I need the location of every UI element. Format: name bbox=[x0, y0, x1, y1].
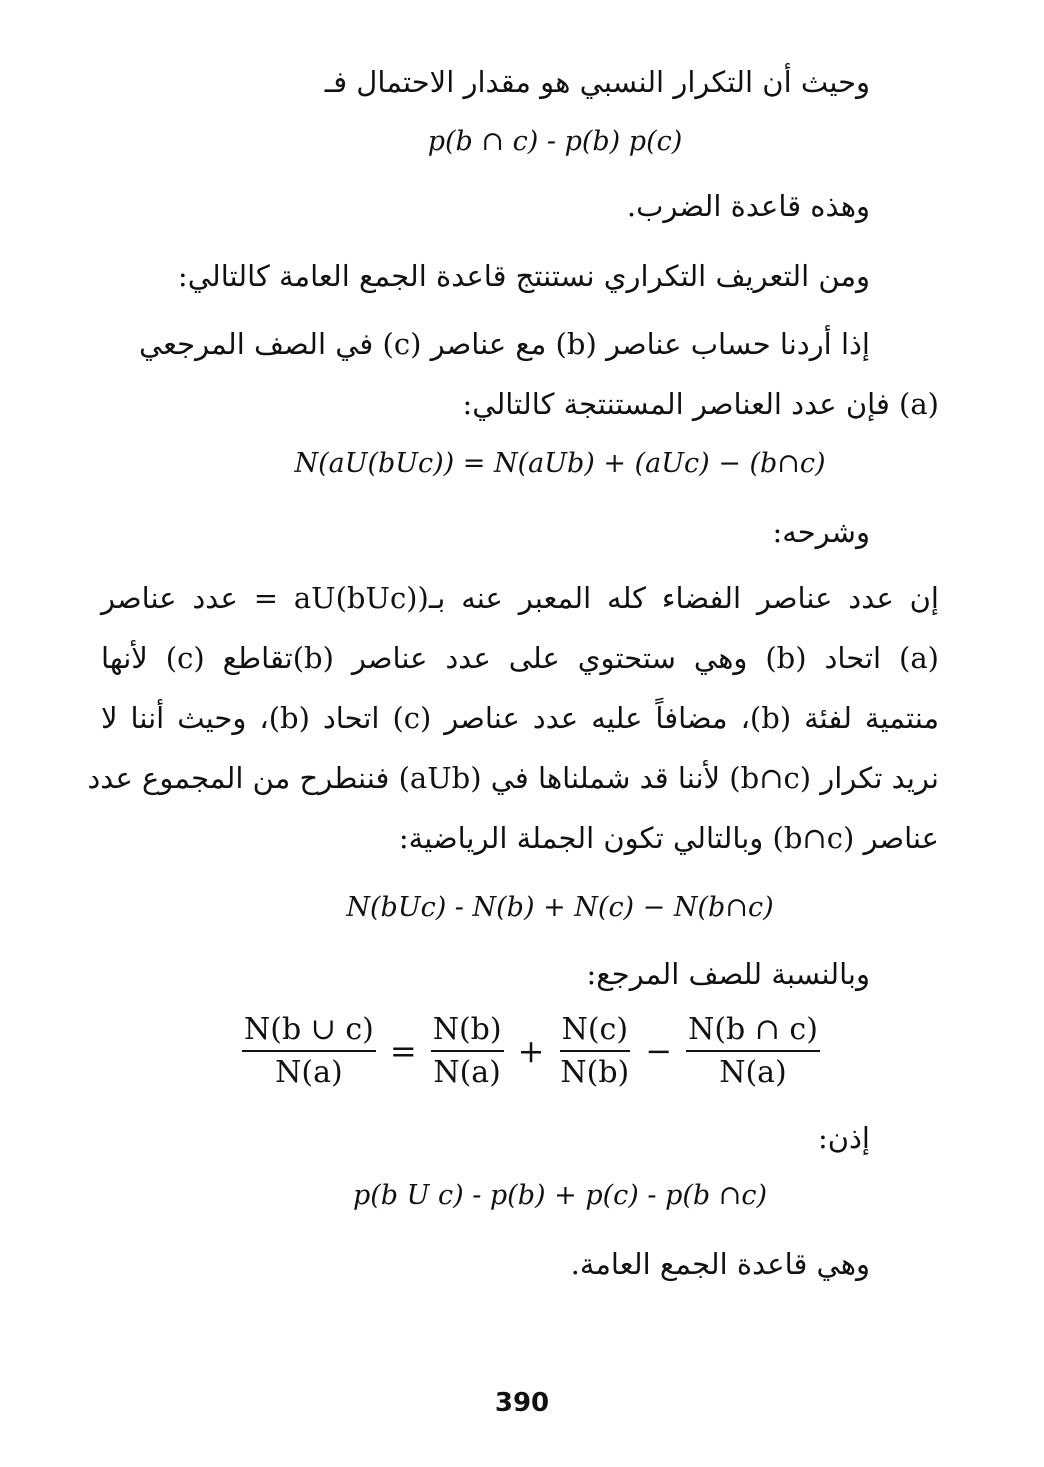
fraction-4-denominator: N(a) bbox=[719, 1055, 787, 1090]
fraction-3-denominator: N(b) bbox=[560, 1055, 630, 1090]
fraction-1-numerator: N(b ∪ c) bbox=[242, 1012, 376, 1052]
fraction-3 bbox=[554, 1012, 635, 1090]
fraction-equation bbox=[238, 1012, 824, 1090]
equation-general-addition-rule: p(b U c) - p(b) + p(c) - p(b ∩c) bbox=[352, 1180, 768, 1211]
text-line-multiplication-rule: وهذه قاعدة الضرب. bbox=[626, 189, 870, 223]
text-line-derived-elements: (a) فإن عدد العناصر المستنتجة كالتالي: bbox=[462, 387, 939, 421]
fraction-2-denominator: N(a) bbox=[433, 1055, 501, 1090]
equation-union-count: N(aU(bUc)) = N(aUb) + (aUc) − (b∩c) bbox=[294, 448, 826, 479]
fraction-3-numerator: N(c) bbox=[560, 1012, 630, 1052]
text-line-addition-rule-intro: ومن التعريف التكراري نستنتج قاعدة الجمع العامة كالتالي: bbox=[177, 259, 870, 293]
equation-multiplication-rule: p(b ∩ c) - p(b) p(c) bbox=[427, 126, 683, 157]
page-number: 390 bbox=[494, 1388, 550, 1418]
paragraph-line-2: (a) اتحاد (b) وهي ستحتوي على عدد عناصر (b)تقاطع (c) لأنها bbox=[101, 641, 939, 675]
plus-sign: + bbox=[517, 1032, 545, 1070]
text-line-reference-class: وبالنسبة للصف المرجع: bbox=[586, 957, 870, 991]
paragraph-line-5: عناصر (b∩c) وبالتالي تكون الجملة الرياضية: bbox=[398, 821, 939, 855]
text-line-explanation-heading: وشرحه: bbox=[772, 515, 870, 549]
fraction-1 bbox=[238, 1012, 380, 1090]
fraction-1-denominator: N(a) bbox=[275, 1055, 343, 1090]
paragraph-line-3: منتمية لفئة (b)، مضافاً عليه عدد عناصر (c) اتحاد (b)، وحيث أننا لا bbox=[101, 701, 939, 735]
text-line-probability: وحيث أن التكرار النسبي هو مقدار الاحتمال فـ bbox=[324, 65, 870, 99]
minus-sign: − bbox=[645, 1032, 673, 1070]
text-line-therefore: إذن: bbox=[817, 1121, 870, 1155]
equals-sign: = bbox=[389, 1032, 417, 1070]
text-line-general-addition-rule: وهي قاعدة الجمع العامة. bbox=[570, 1247, 870, 1281]
fraction-2-numerator: N(b) bbox=[431, 1012, 504, 1052]
equation-union-bc: N(bUc) - N(b) + N(c) − N(b∩c) bbox=[346, 892, 774, 923]
paragraph-line-1: إن عدد عناصر الفضاء كله المعبر عنه بـ(aU(bUc) = عدد عناصر bbox=[101, 581, 939, 615]
text-line-count-elements: إذا أردنا حساب عناصر (b) مع عناصر (c) في الصف المرجعي bbox=[139, 327, 870, 361]
fraction-4 bbox=[682, 1012, 824, 1090]
fraction-4-numerator: N(b ∩ c) bbox=[686, 1012, 820, 1052]
fraction-2 bbox=[427, 1012, 508, 1090]
paragraph-line-4: نريد تكرار (b∩c) لأننا قد شملناها في (aUb) فننطرح من المجموع عدد bbox=[87, 761, 939, 795]
